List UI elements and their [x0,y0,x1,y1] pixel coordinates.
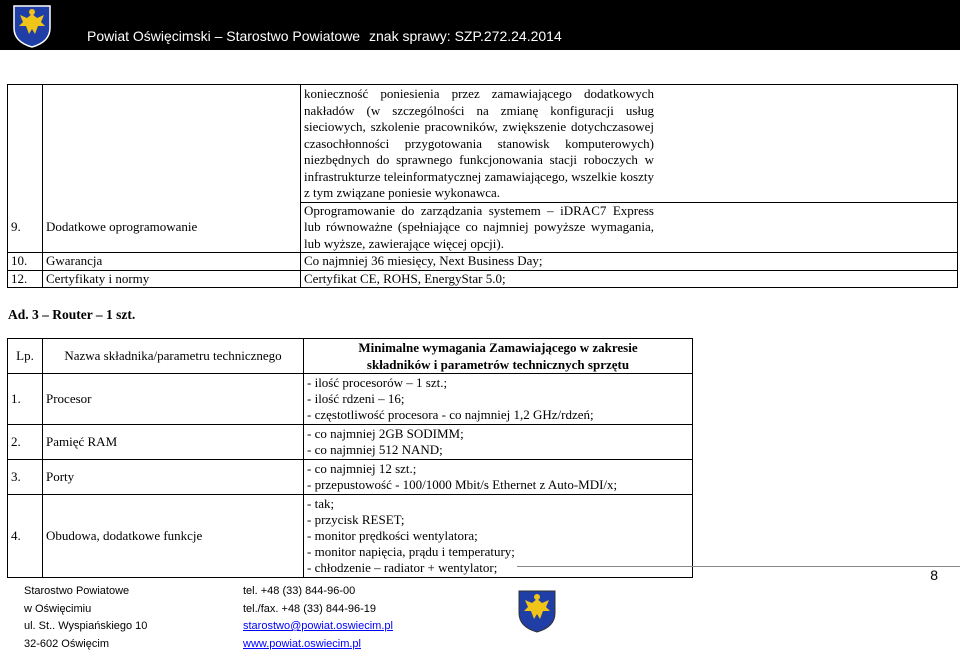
router-spec-table [7,338,693,578]
requirement-text: Co najmniej 36 miesięcy, Next Business Day; [301,253,958,271]
footer-address: Starostwo Powiatowe w Oświęcimiu ul. St.. Wyspiańskiego 10 32-602 Oświęcim [24,585,148,650]
row-number: 9. [8,202,43,253]
header-title: Powiat Oświęcimski – Starostwo Powiatowe [87,28,361,44]
coat-of-arms-logo [10,2,54,48]
col-header-requirements: Minimalne wymagania Zamawiającego w zakresie składników i parametrów technicznych sprzętu [304,339,693,374]
table-row [8,374,693,425]
row-name: Procesor [43,374,304,425]
footer-email-link[interactable]: starostwo@powiat.oswiecim.pl [243,620,393,632]
col-header-lp: Lp. [8,339,43,374]
row-number: 2. [8,425,43,460]
row-name: Obudowa, dodatkowe funkcje [43,495,304,578]
row-number: 3. [8,460,43,495]
col-header-name: Nazwa składnika/parametru technicznego [43,339,304,374]
row-name: Certyfikaty i normy [43,270,301,288]
table-row [8,202,958,253]
case-number: znak sprawy: SZP.272.24.2014 [369,28,562,44]
spec-table-continued [7,84,958,288]
row-name: Dodatkowe oprogramowanie [43,202,301,253]
row-name: Porty [43,460,304,495]
row-number: 12. [8,270,43,288]
row-number: 10. [8,253,43,271]
requirement-text: konieczność poniesienia przez zamawiającego dodatkowych nakładów (w szczególności na zmianę konfiguracji usług sieciowych, szkolenie pracowników, zwiększenie dotychczasowej czasochłonności przygotowania stanowisk komputerowych) niezbędnych do sprawnego funkcjonowania stacji roboczych w infrastrukturze teleinformatycznej zamawiającego, wszelkie koszty z tym związane poniesie wykonawca. [304,86,654,200]
row-number: 1. [8,374,43,425]
table-row [8,460,693,495]
coat-of-arms-footer-logo [515,587,559,633]
requirements-cell: - tak; - przycisk RESET; - monitor prędkości wentylatora; - monitor napięcia, prądu i temperatury; - chłodzenie – radiator + wentylator; [304,495,693,578]
footer-phone: tel. +48 (33) 844-96-00 [243,585,356,597]
page-number: 8 [930,567,938,583]
table-row [8,253,958,271]
section-title: Ad. 3 – Router – 1 szt. [8,307,136,322]
footer-fax: tel./fax. +48 (33) 844-96-19 [243,602,376,615]
requirements-cell: - co najmniej 12 szt.; - przepustowość - 100/1000 Mbit/s Ethernet z Auto-MDI/x; [304,460,693,495]
page-header [0,0,960,50]
footer-website-link[interactable]: www.powiat.oswiecim.pl [243,637,361,650]
requirements-cell: - co najmniej 2GB SODIMM; - co najmniej 512 NAND; [304,425,693,460]
row-name: Pamięć RAM [43,425,304,460]
requirements-cell: - ilość procesorów – 1 szt.; - ilość rdzeni – 16; - częstotliwość procesora - co najmniej 1,2 GHz/rdzeń; [304,374,693,425]
table-header-row [8,339,693,374]
table-row [8,270,958,288]
table-row [8,425,693,460]
row-name: Gwarancja [43,253,301,271]
footer-contact [243,583,393,653]
footer-divider [517,566,960,567]
requirement-text: Oprogramowanie do zarządzania systemem – iDRAC7 Express lub równoważne (spełniające co najmniej powyższe wymagania, lub wyższe, zawierające więcej opcji). [304,202,654,251]
row-number: 4. [8,495,43,578]
requirement-text: Certyfikat CE, ROHS, EnergyStar 5.0; [301,270,958,288]
table-row [8,85,958,203]
